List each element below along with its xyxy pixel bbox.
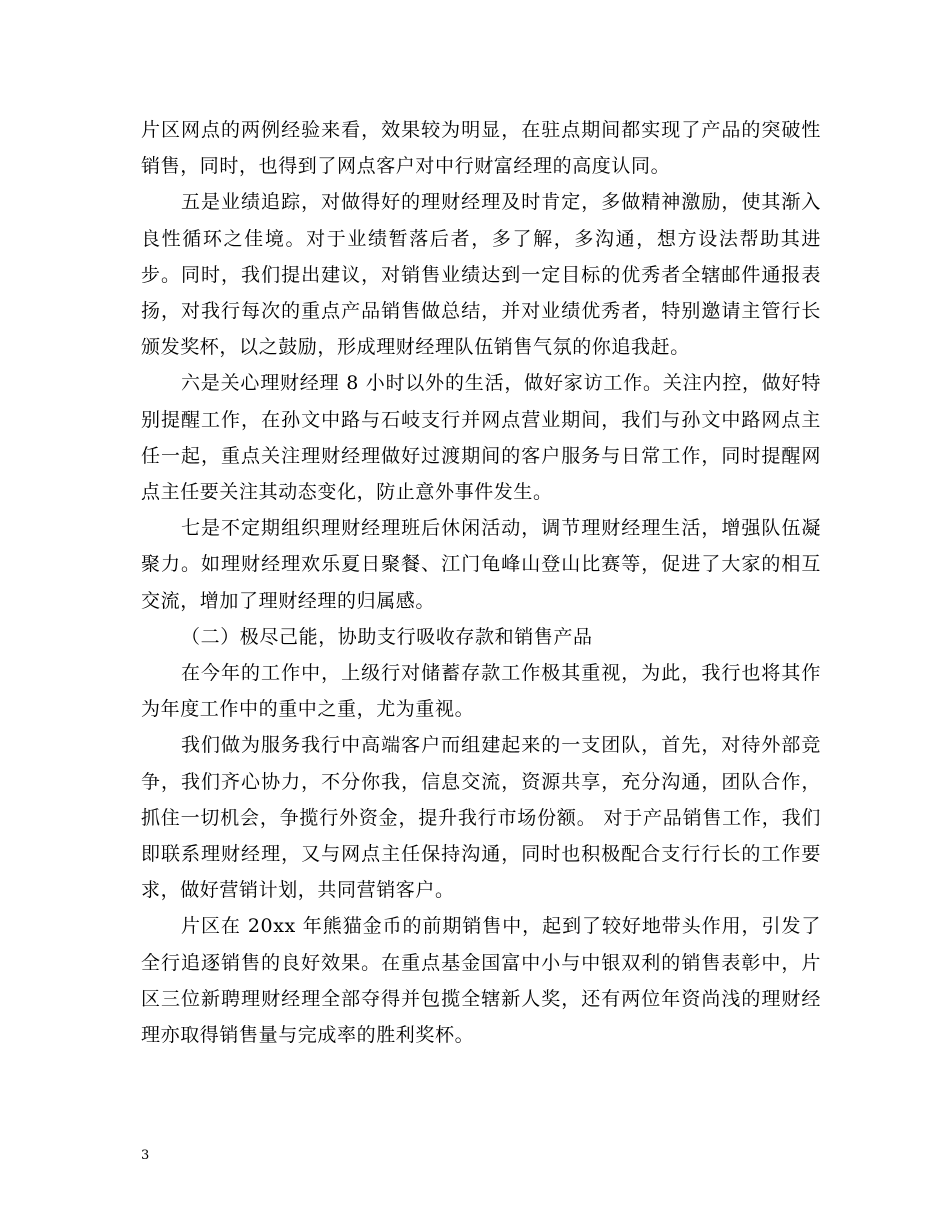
- body-text: [141, 112, 821, 1053]
- paragraph-7: 片区在 20xx 年熊猫金币的前期销售中，起到了较好地带头作用，引发了全行追逐销售的良好效果。在重点基金国富中小与中银双利的销售表彰中，片区三位新聘理财经理全部夺得并包揽全辖新人奖，还有两位年资尚浅的理财经理亦取得销售量与完成率的胜利奖杯。: [141, 915, 821, 1047]
- section-heading: （二）极尽己能，协助支行吸收存款和销售产品: [181, 625, 593, 648]
- paragraph-6: 我们做为服务我行中高端客户而组建起来的一支团队，首先，对待外部竞争，我们齐心协力，不分你我，信息交流，资源共享，充分沟通，团队合作，抓住一切机会，争揽行外资金，提升我行市场份额。 对于产品销售工作，我们即联系理财经理，又与网点主任保持沟通，同时也积极配合支行行长的工作要求，做好营销计划，共同营销客户。: [141, 734, 821, 902]
- paragraph-4: 七是不定期组织理财经理班后休闲活动，调节理财经理生活，增强队伍凝聚力。如理财经理欢乐夏日聚餐、江门龟峰山登山比赛等，促进了大家的相互交流，增加了理财经理的归属感。: [141, 517, 821, 612]
- paragraph-5: 在今年的工作中，上级行对储蓄存款工作极其重视，为此，我行也将其作为年度工作中的重中之重，尤为重视。: [141, 662, 821, 721]
- paragraph-3: 六是关心理财经理 8 小时以外的生活，做好家访工作。关注内控，做好特别提醒工作，在孙文中路与石岐支行并网点营业期间，我们与孙文中路网点主任一起，重点关注理财经理做好过渡期间的客户服务与日常工作，同时提醒网点主任要关注其动态变化，防止意外事件发生。: [141, 372, 821, 504]
- paragraph-2: 五是业绩追踪，对做得好的理财经理及时肯定，多做精神激励，使其渐入良性循环之佳境。对于业绩暂落后者，多了解，多沟通，想方设法帮助其进步。同时，我们提出建议，对销售业绩达到一定目标的优秀者全辖邮件通报表扬，对我行每次的重点产品销售做总结，并对业绩优秀者，特别邀请主管行长颁发奖杯，以之鼓励，形成理财经理队伍销售气氛的你追我赶。: [141, 191, 821, 359]
- page-number: 3: [141, 1148, 150, 1163]
- paragraph-1: 片区网点的两例经验来看，效果较为明显，在驻点期间都实现了产品的突破性销售，同时，也得到了网点客户对中行财富经理的高度认同。: [141, 119, 821, 178]
